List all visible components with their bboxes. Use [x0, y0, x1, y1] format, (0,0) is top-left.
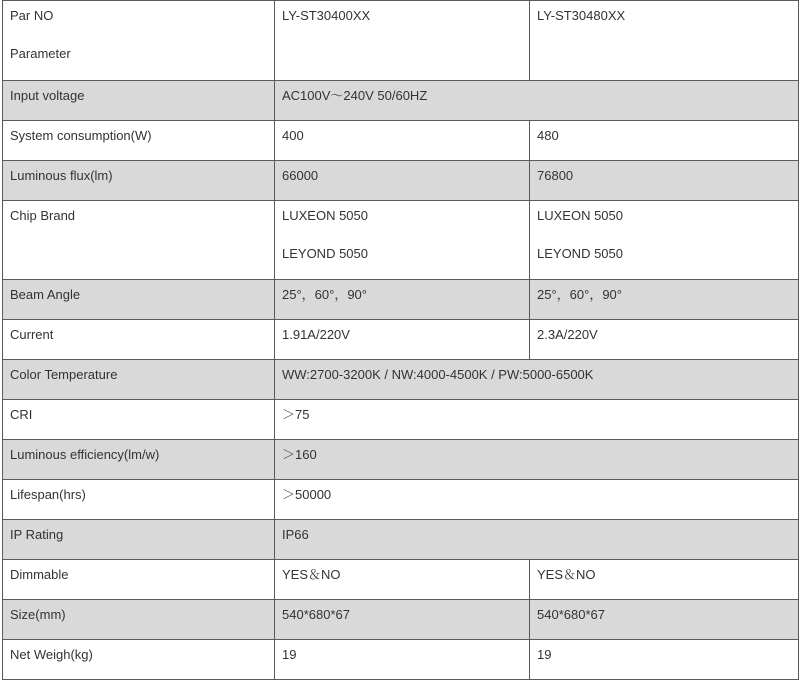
row-value: ＞160: [275, 440, 799, 480]
row-value-a: YES＆NO: [275, 560, 530, 600]
row-label: Current: [3, 320, 275, 360]
row-value-b: 2.3A/220V: [530, 320, 799, 360]
header-parameter-cell: [3, 1, 275, 81]
row-value: WW:2700-3200K / NW:4000-4500K / PW:5000-6500K: [275, 360, 799, 400]
header-par-no: Par NO: [10, 8, 54, 23]
row-label: CRI: [3, 400, 275, 440]
row-label: Beam Angle: [3, 280, 275, 320]
row-label: Dimmable: [3, 560, 275, 600]
header-model-b: LY-ST30480XX: [530, 1, 799, 81]
row-value-a: 25°，60°，90°: [275, 280, 530, 320]
table-row-lifespan: [3, 480, 799, 520]
row-value-b: 540*680*67: [530, 600, 799, 640]
row-value-a: 1.91A/220V: [275, 320, 530, 360]
table-row-input-voltage: [3, 81, 799, 121]
row-label: Lifespan(hrs): [3, 480, 275, 520]
row-label: Size(mm): [3, 600, 275, 640]
header-parameter: Parameter: [10, 46, 71, 61]
table-row-chip-brand: [3, 201, 799, 280]
table-row-system-consumption: [3, 121, 799, 161]
table-row-current: [3, 320, 799, 360]
table-row-size: [3, 600, 799, 640]
row-label: Net Weigh(kg): [3, 640, 275, 680]
table-header-row: [3, 1, 799, 81]
row-value-a: 19: [275, 640, 530, 680]
table-row-dimmable: [3, 560, 799, 600]
table-row-color-temperature: [3, 360, 799, 400]
row-value-b: 19: [530, 640, 799, 680]
row-value: IP66: [275, 520, 799, 560]
row-label: Input voltage: [3, 81, 275, 121]
row-label: Luminous flux(lm): [3, 161, 275, 201]
table-row-net-weight: [3, 640, 799, 680]
row-label: Color Temperature: [3, 360, 275, 400]
row-value-a: 540*680*67: [275, 600, 530, 640]
row-label: System consumption(W): [3, 121, 275, 161]
row-value: ＞75: [275, 400, 799, 440]
row-value-a-2: LEYOND 5050: [282, 246, 368, 261]
row-value-b-2: LEYOND 5050: [537, 246, 623, 261]
row-value: AC100V～240V 50/60HZ: [275, 81, 799, 121]
table-row-beam-angle: [3, 280, 799, 320]
spec-table: [2, 0, 799, 680]
row-value-a: LUXEON 5050: [282, 208, 368, 223]
row-label: IP Rating: [3, 520, 275, 560]
row-value-b: 76800: [530, 161, 799, 201]
table-row-cri: [3, 400, 799, 440]
row-value-a: 400: [275, 121, 530, 161]
table-row-ip-rating: [3, 520, 799, 560]
row-value-b: LUXEON 5050: [537, 208, 623, 223]
row-value-b: 25°，60°，90°: [530, 280, 799, 320]
row-value-b-cell: [530, 201, 799, 280]
row-value-b: YES＆NO: [530, 560, 799, 600]
row-value: ＞50000: [275, 480, 799, 520]
header-model-a: LY-ST30400XX: [275, 1, 530, 81]
row-label: Luminous efficiency(lm/w): [3, 440, 275, 480]
row-value-b: 480: [530, 121, 799, 161]
row-value-a: 66000: [275, 161, 530, 201]
row-label: Chip Brand: [3, 201, 275, 280]
table-row-luminous-flux: [3, 161, 799, 201]
table-row-luminous-efficiency: [3, 440, 799, 480]
row-value-a-cell: [275, 201, 530, 280]
